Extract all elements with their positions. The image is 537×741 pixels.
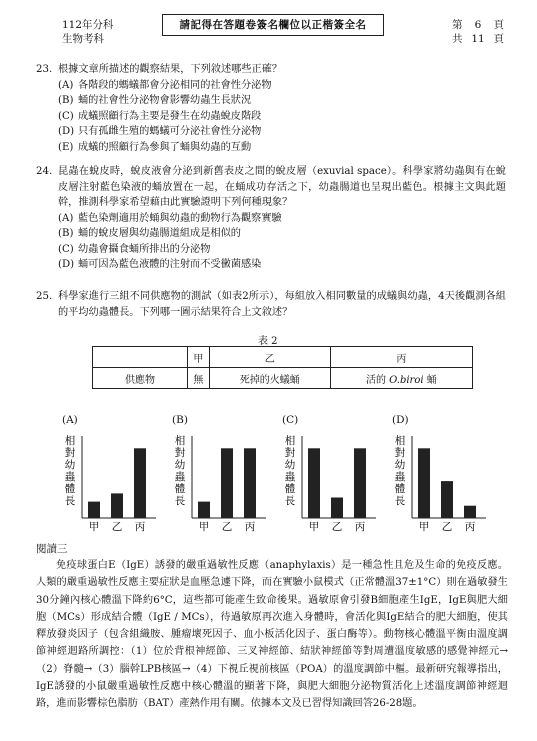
x-tick-label: 甲: [418, 521, 430, 533]
species-name: O.biroi: [389, 374, 424, 386]
page-indicator: [452, 18, 504, 46]
bar: [88, 502, 100, 518]
option-text: 各階段的螞蟻都會分泌相同的社會性分泌物: [78, 79, 272, 91]
bar: [198, 502, 210, 518]
y-axis-label: 蟲: [394, 471, 406, 483]
option-c[interactable]: [36, 109, 506, 125]
table-header-cell: 乙: [209, 347, 330, 368]
exam-subject: 生物考科: [62, 33, 104, 45]
y-axis-label: 對: [174, 447, 186, 459]
table-row-label: 供應物: [93, 368, 188, 389]
option-text: 成蟻照顧行為主要是發生在幼蟲蛻皮階段: [78, 110, 262, 122]
table-caption: 表 2: [258, 336, 278, 347]
bar: [331, 498, 343, 519]
y-axis-label: 相: [394, 435, 406, 447]
bar: [441, 481, 453, 518]
bar-chart-a: [60, 430, 160, 535]
option-text: 藍色染劑適用於蛹與幼蟲的動物行為觀察實驗: [78, 212, 282, 224]
y-axis-label: 蟲: [64, 471, 76, 483]
bar-chart-b: [170, 430, 270, 535]
question-number: 25.: [36, 291, 53, 302]
option-label: (A): [58, 79, 74, 91]
x-tick-label: 丙: [134, 521, 146, 533]
option-text: 只有孤雌生殖的螞蟻可分泌社會性分泌物: [78, 126, 262, 137]
y-axis-label: 幼: [174, 459, 186, 471]
y-axis-label: 蟲: [284, 471, 296, 483]
x-tick-label: 丙: [464, 521, 476, 533]
option-text: 成蟻的照顧行為參與了蛹與幼蟲的互動: [78, 141, 252, 153]
option-e[interactable]: [36, 140, 506, 156]
x-tick-label: 丙: [354, 521, 366, 533]
option-d[interactable]: [36, 124, 506, 140]
x-tick-label: 乙: [221, 521, 233, 533]
table-row: [93, 368, 473, 389]
question-25: [36, 289, 506, 320]
y-axis-label: 幼: [284, 459, 296, 471]
y-axis-label: 對: [64, 447, 76, 459]
question-24: [36, 164, 506, 273]
x-tick-label: 甲: [198, 521, 210, 533]
current-page: [452, 18, 504, 32]
table-header-row: [93, 347, 473, 368]
chart-label-b[interactable]: (B): [172, 414, 188, 426]
bar: [244, 448, 256, 518]
option-label: (B): [58, 95, 74, 106]
question-number: 24.: [36, 166, 53, 177]
question-stem: [36, 289, 506, 320]
option-c[interactable]: [36, 242, 506, 258]
total-unit: 頁: [493, 33, 504, 45]
y-axis-label: 體: [174, 483, 186, 495]
option-label: (C): [58, 243, 74, 255]
cell-text: 蛹: [423, 374, 437, 386]
header-left: [62, 18, 114, 46]
y-axis-label: 相: [64, 435, 76, 447]
x-tick-label: 丙: [244, 521, 256, 533]
y-axis-label: 長: [64, 495, 76, 507]
table-header-cell: [93, 347, 188, 368]
option-a[interactable]: [36, 78, 506, 94]
chart-label-a[interactable]: (A): [62, 414, 78, 426]
bar: [111, 493, 123, 518]
bar: [418, 448, 430, 518]
question-stem: [36, 62, 506, 78]
page-number: 6: [474, 19, 482, 31]
y-axis-label: 體: [64, 483, 76, 495]
table-cell: 無: [188, 368, 210, 389]
chart-label-d[interactable]: (D): [392, 414, 409, 426]
y-axis-label: 幼: [64, 459, 76, 471]
x-tick-label: 乙: [331, 521, 343, 533]
bar: [308, 448, 320, 518]
option-text: 蛹的社會性分泌物會影響幼蟲生長狀況: [78, 95, 252, 106]
option-label: (E): [58, 141, 74, 153]
bar-chart-d: [390, 430, 490, 535]
option-label: (C): [58, 110, 74, 122]
option-label: (A): [58, 212, 74, 224]
option-d[interactable]: [36, 257, 506, 273]
question-text: 科學家進行三組不同供應物的測試（如表2所示），每組放入相同數量的成蟻與幼蟲，4天後觀測各組的平均幼蟲體長。下列哪一圖示結果符合上文敘述？: [58, 291, 506, 318]
option-text: 蛹可因為藍色液體的注射而不受黴菌感染: [78, 259, 262, 270]
y-axis-label: 對: [394, 447, 406, 459]
option-label: (D): [58, 126, 75, 137]
question-stem: [36, 164, 506, 211]
option-b[interactable]: [36, 226, 506, 242]
y-axis-label: 長: [394, 495, 406, 507]
option-label: (B): [58, 228, 74, 239]
chart-label-c[interactable]: (C): [282, 414, 299, 426]
x-tick-label: 乙: [111, 521, 123, 533]
bar-chart-c: [280, 430, 380, 535]
option-text: 幼蟲會攝食蛹所排出的分泌物: [78, 243, 211, 255]
y-axis-label: 體: [284, 483, 296, 495]
bar: [354, 448, 366, 518]
x-tick-label: 乙: [441, 521, 453, 533]
exam-year: 112年分科: [62, 19, 114, 31]
bar: [464, 506, 476, 518]
table-header-cell: 甲: [188, 347, 210, 368]
option-text: 蛹的蛻皮層與幼蟲腸道組成是相似的: [78, 228, 241, 239]
question-23: [36, 62, 506, 155]
total-number: 11: [471, 33, 485, 45]
table-header-cell: 丙: [330, 347, 472, 368]
bar: [134, 448, 146, 518]
question-text: 根據文章所描述的觀察結果，下列敘述哪些正確？: [58, 64, 283, 75]
bar: [221, 448, 233, 518]
option-label: (D): [58, 259, 75, 270]
supply-table: [92, 346, 473, 389]
total-pages: [452, 32, 504, 46]
cell-text: 活的: [365, 374, 390, 386]
question-text: 昆蟲在蛻皮時，蛻皮液會分泌到新舊表皮之間的蛻皮層（exuvial space）。科學家將幼蟲與有在蛻皮層注射藍色染液的蛹放置在一起，在蛹成功存活之下，幼蟲腸道也呈現出藍色。根據主文與此題幹，推測科學家希望藉由此實驗證明下列何種現象？: [58, 166, 506, 208]
y-axis-label: 相: [174, 435, 186, 447]
y-axis-label: 幼: [394, 459, 406, 471]
signature-notice: 請記得在答題卷簽名欄位以正楷簽全名: [162, 14, 384, 36]
y-axis-label: 長: [284, 495, 296, 507]
y-axis-label: 體: [394, 483, 406, 495]
x-tick-label: 甲: [308, 521, 320, 533]
page-label: 第: [452, 19, 463, 31]
question-number: 23.: [36, 64, 53, 75]
option-a[interactable]: [36, 211, 506, 227]
y-axis-label: 對: [284, 447, 296, 459]
reading-paragraph: 免疫球蛋白E（IgE）誘發的嚴重過敏性反應（anaphylaxis）是一種急性且危及生命的免疫反應。人類的嚴重過敏性反應主要症狀是血壓急遽下降，而在實驗小鼠模式（正常體溫37±1°C）則在過敏發生30分鐘內核心體溫下降約6°C，這些都可能產生致命後果。過敏原會引發B細胞產生IgE，IgE與肥大細胞（MCs）形成結合體（IgE / MCs），待過敏原再次進入身體時，會活化與IgE結合的肥大細胞，使其釋放發炎因子（包含組織胺、腫瘤壞死因子、血小板活化因子、蛋白酶等）。動物核心體溫平衡由溫度調節神經迴路所調控：（1）位於背根神經節、三叉神經節、結狀神經節等對周遭溫度敏感的感覺神經元→（2）脊髓→（3）腦幹LPB核區→（4）下視丘視前核區（POA）的溫度調節中樞。最新研究報導指出，IgE誘發的小鼠嚴重過敏性反應中核心體溫的顯著下降，與肥大細胞分泌物質活化上述溫度調節神經迴路，進而影響棕色脂肪（BAT）產熱作用有關。依據本文及已習得知識回答26-28題。: [36, 560, 508, 710]
y-axis-label: 蟲: [174, 471, 186, 483]
total-label: 共: [452, 33, 463, 45]
y-axis-label: 相: [284, 435, 296, 447]
page-unit: 頁: [493, 19, 504, 31]
table-cell: [330, 368, 472, 389]
y-axis-label: 長: [174, 495, 186, 507]
section-title: 閱讀三: [36, 543, 68, 555]
x-tick-label: 甲: [88, 521, 100, 533]
table-cell: 死掉的火蟻蛹: [209, 368, 330, 389]
option-b[interactable]: [36, 93, 506, 109]
